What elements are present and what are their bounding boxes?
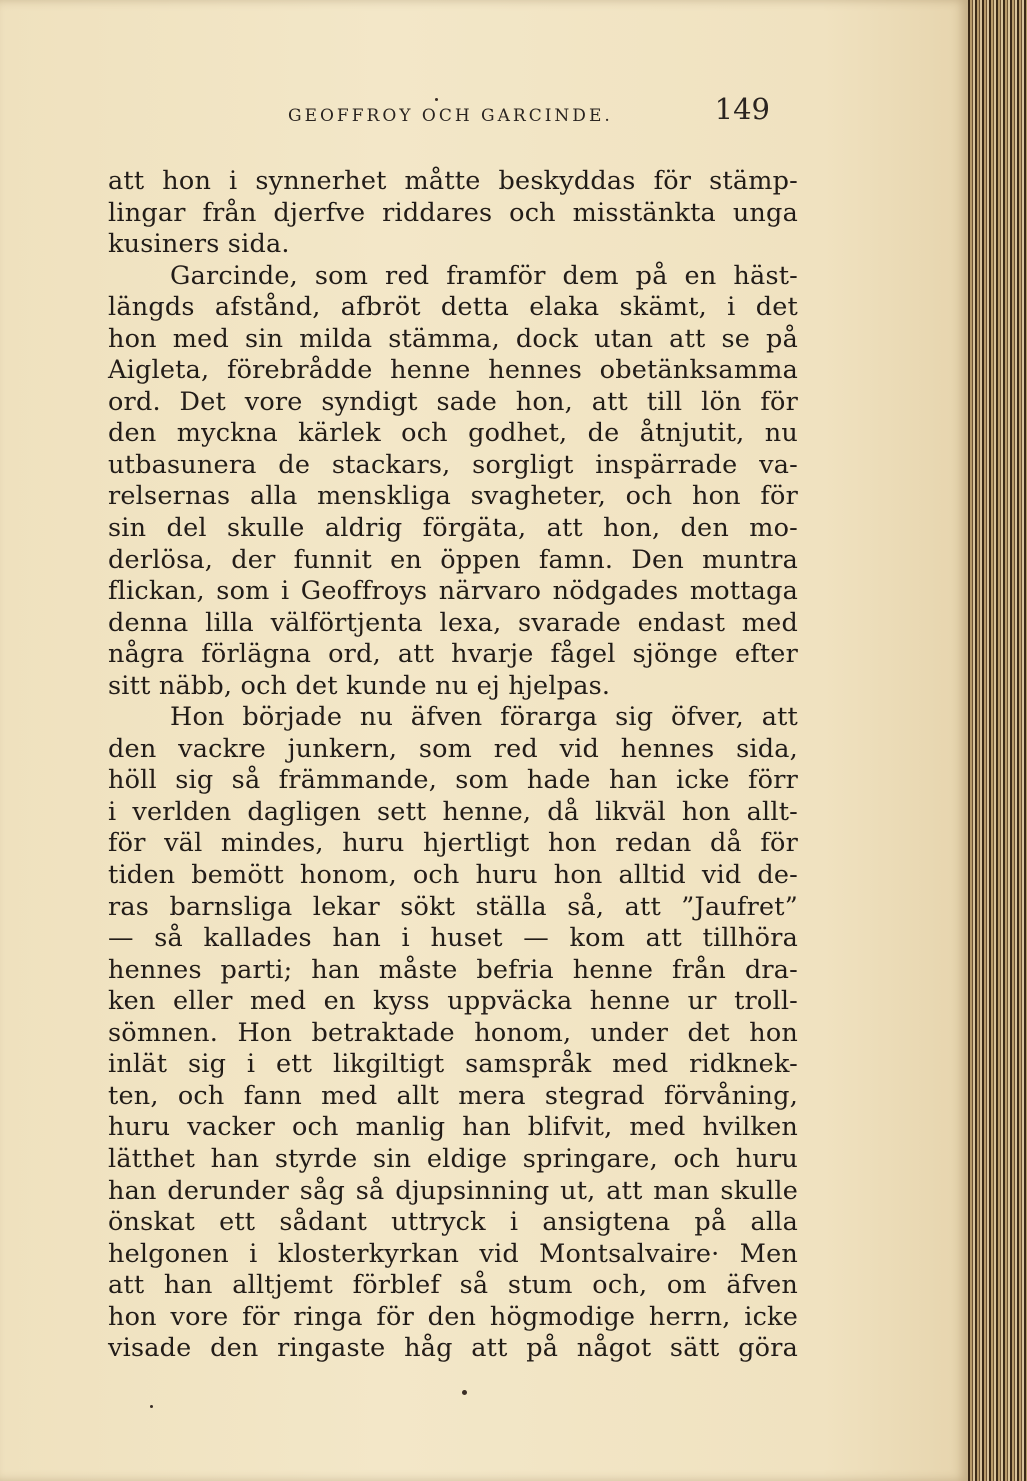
text-line: den myckna kärlek och godhet, de åtnjutit, nu — [108, 418, 798, 449]
text-line: derlösa, der funnit en öppen famn. Den muntra — [108, 544, 798, 575]
text-line: huru vacker och manlig han blifvit, med hvilken — [108, 1112, 798, 1143]
text-line: Garcinde, som red framför dem på en häst- — [170, 260, 798, 291]
text-line: önskat ett sådant uttryck i ansigtena på alla — [108, 1207, 798, 1238]
text-line: tiden bemött honom, och huru hon alltid vid de- — [108, 860, 798, 891]
ink-speck — [435, 98, 438, 101]
text-line: höll sig så främmande, som hade han icke förr — [108, 765, 798, 796]
text-line: lingar från djerfve riddares och misstänkta unga — [108, 197, 798, 228]
text-line: ken eller med en kyss uppväcka henne ur troll- — [108, 986, 798, 1017]
text-line: Aigleta, förebrådde henne hennes obetänksamma — [108, 355, 798, 386]
text-line: utbasunera de stackars, sorgligt inspärrade va- — [108, 449, 798, 480]
text-line: sömnen. Hon betraktade honom, under det hon — [108, 1017, 798, 1048]
text-line: ras barnsliga lekar sökt ställa så, att ”Jaufret” — [108, 891, 798, 922]
text-line: för väl mindes, huru hjertligt hon redan då för — [108, 828, 798, 859]
text-line: kusiners sida. — [108, 229, 290, 260]
text-line: längds afstånd, afbröt detta elaka skämt, i det — [108, 292, 798, 323]
text-line: hon med sin milda stämma, dock utan att se på — [108, 323, 798, 354]
page-number: 149 — [714, 92, 770, 126]
running-title: GEOFFROY OCH GARCINDE. — [288, 106, 613, 126]
text-line: hennes parti; han måste befria henne från dra- — [108, 954, 798, 985]
text-line: i verlden dagligen sett henne, då likväl hon allt- — [108, 796, 798, 827]
text-line: — så kallades han i huset — kom att tillhöra — [108, 923, 798, 954]
ink-speck — [462, 1390, 467, 1395]
text-line: sin del skulle aldrig förgäta, att hon, den mo- — [108, 513, 798, 544]
text-line: relsernas alla menskliga svagheter, och hon för — [108, 481, 798, 512]
text-line: att han alltjemt förblef så stum och, om äfven — [108, 1270, 798, 1301]
text-line: några förlägna ord, att hvarje fågel sjönge efter — [108, 639, 798, 670]
text-line: flickan, som i Geoffroys närvaro nödgades mottaga — [108, 576, 798, 607]
text-line: inlät sig i ett likgiltigt samspråk med ridknek- — [108, 1049, 798, 1080]
text-line: han derunder såg så djupsinning ut, att man skulle — [108, 1175, 798, 1206]
text-line: helgonen i klosterkyrkan vid Montsalvaire· Men — [108, 1238, 798, 1269]
text-line: hon vore för ringa för den högmodige herrn, icke — [108, 1301, 798, 1332]
body-text — [108, 166, 798, 1365]
text-line: att hon i synnerhet måtte beskyddas för stämp- — [108, 166, 798, 196]
text-line: lätthet han styrde sin eldige springare, och huru — [108, 1143, 798, 1174]
text-line: ten, och fann med allt mera stegrad förvåning, — [108, 1080, 798, 1111]
page-stack-edge — [968, 0, 1027, 1481]
text-line: visade den ringaste håg att på något sätt göra — [108, 1333, 798, 1364]
page-header — [110, 92, 800, 142]
text-line: sitt näbb, och det kunde nu ej hjelpas. — [108, 670, 611, 701]
text-line: ord. Det vore syndigt sade hon, att till lön för — [108, 386, 798, 417]
text-line: den vackre junkern, som red vid hennes sida, — [108, 733, 798, 764]
text-line: denna lilla välförtjenta lexa, svarade endast med — [108, 607, 798, 638]
ink-speck — [150, 1405, 153, 1408]
text-line: Hon började nu äfven förarga sig öfver, att — [170, 702, 798, 733]
